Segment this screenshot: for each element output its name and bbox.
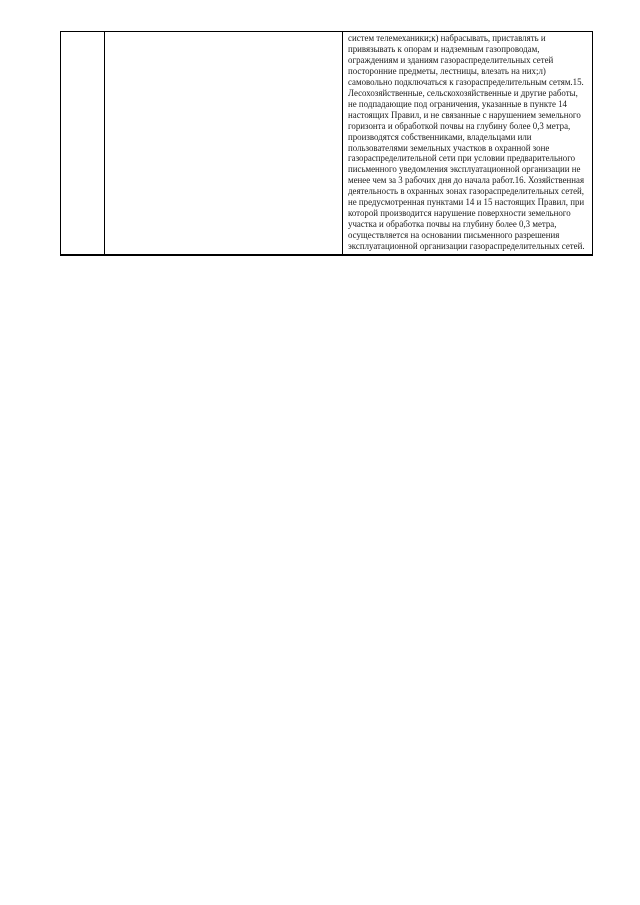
table-cell-content (343, 32, 593, 256)
table-cell-description (105, 32, 343, 256)
table-row (61, 32, 593, 256)
cell-number-text (61, 32, 104, 35)
cell-content-text: систем телемеханики;к) набрасывать, приставлять и привязывать к опорам и надземным газопроводам, ограждениям и зданиям газораспределительных сетей посторонние предметы, лестницы, влезать на них;л) самовольно подключаться к газораспределительным сетям.15. Лесохозяйственные, сельскохозяйственные и другие работы, не подпадающие под ограничения, указанные в пункте 14 настоящих Правил, и не связанные с нарушением земельного горизонта и обработкой почвы на глубину более 0,3 метра, производятся собственниками, владельцами или пользователями земельных участков в охранной зоне газораспределительной сети при условии предварительного письменного уведомления эксплуатационной организации не менее чем за 3 рабочих дня до начала работ.16. Хозяйственная деятельность в охранных зонах газораспределительных сетей, не предусмотренная пунктами 14 и 15 настоящих Правил, при которой производится нарушение поверхности земельного участка и обработка почвы на глубину более 0,3 метра, осуществляется на основании письменного разрешения эксплуатационной организации газораспределительных сетей. (348, 33, 585, 252)
document-table (60, 31, 593, 256)
table-cell-number (61, 32, 105, 256)
cell-description-text (105, 32, 342, 35)
